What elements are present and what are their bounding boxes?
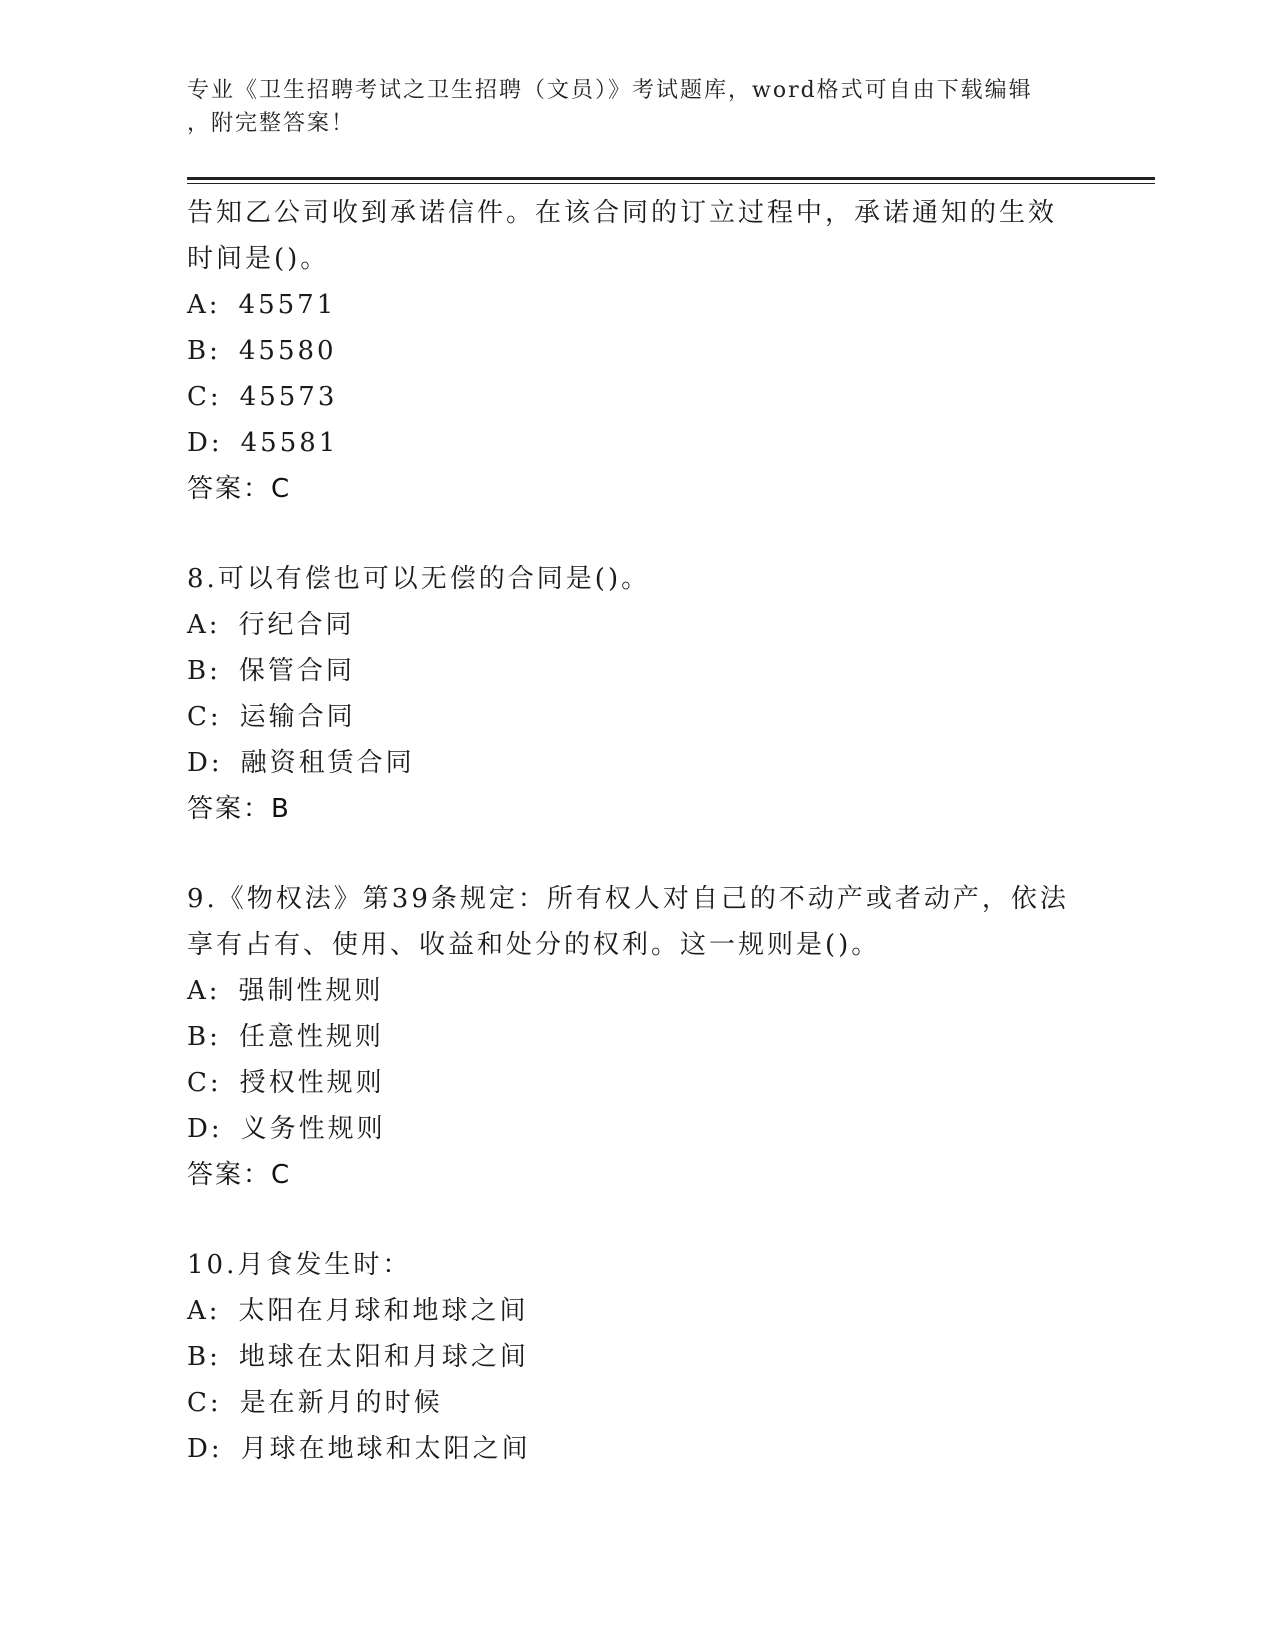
option-d (187, 420, 1107, 466)
option-a (187, 968, 1107, 1014)
option-letter: C: (187, 1388, 222, 1418)
question-stem-line: 时间是()。 (187, 244, 330, 274)
option-text: 45571 (238, 290, 337, 320)
answer-line: 答案：C (187, 1160, 292, 1190)
option-text: 行纪合同 (238, 610, 355, 640)
option-c (187, 1060, 1107, 1106)
option-text: 45581 (240, 428, 339, 458)
option-letter: D: (187, 748, 223, 778)
option-c (187, 374, 1107, 420)
question-spacer (187, 1198, 1107, 1242)
option-letter: C: (187, 382, 222, 412)
option-letter: C: (187, 702, 222, 732)
question-7 (187, 190, 1107, 512)
option-text: 45573 (239, 382, 338, 412)
option-text: 运输合同 (239, 702, 356, 732)
option-b (187, 1334, 1107, 1380)
option-text: 太阳在月球和地球之间 (238, 1296, 529, 1326)
question-stem-line: 8.可以有偿也可以无偿的合同是()。 (187, 564, 651, 594)
option-b (187, 328, 1107, 374)
option-letter: A: (187, 610, 221, 640)
option-text: 强制性规则 (238, 976, 384, 1006)
option-c (187, 1380, 1107, 1426)
option-a (187, 282, 1107, 328)
option-letter: A: (187, 290, 221, 320)
question-stem-line: 9.《物权法》第39条规定：所有权人对自己的不动产或者动产，依法 (187, 884, 1069, 914)
answer-line: 答案：B (187, 794, 291, 824)
option-b (187, 648, 1107, 694)
option-a (187, 602, 1107, 648)
option-text: 授权性规则 (239, 1068, 385, 1098)
option-letter: D: (187, 428, 223, 458)
option-text: 任意性规则 (238, 1022, 384, 1052)
option-text: 融资租赁合同 (240, 748, 415, 778)
answer-line: 答案：C (187, 474, 292, 504)
question-9 (187, 876, 1107, 1198)
option-text: 45580 (238, 336, 337, 366)
option-letter: B: (187, 656, 221, 686)
option-letter: B: (187, 1022, 221, 1052)
option-text: 地球在太阳和月球之间 (238, 1342, 529, 1372)
question-spacer (187, 832, 1107, 876)
option-d (187, 1426, 1107, 1472)
question-stem-line: 享有占有、使用、收益和处分的权利。这一规则是()。 (187, 930, 881, 960)
option-c (187, 694, 1107, 740)
header-title-line2: ，附完整答案！ (187, 111, 356, 136)
question-spacer (187, 512, 1107, 556)
option-text: 月球在地球和太阳之间 (240, 1434, 531, 1464)
header-divider-thick (187, 177, 1155, 180)
question-8 (187, 556, 1107, 832)
header-divider-thin (187, 183, 1155, 184)
option-letter: A: (187, 1296, 221, 1326)
option-text: 义务性规则 (240, 1114, 386, 1144)
question-stem-line: 告知乙公司收到承诺信件。在该合同的订立过程中，承诺通知的生效 (187, 198, 1058, 228)
header-title-line1: 专业《卫生招聘考试之卫生招聘（文员）》考试题库，word格式可自由下载编辑 (187, 78, 1033, 103)
question-10 (187, 1242, 1107, 1472)
option-letter: B: (187, 1342, 221, 1372)
option-letter: D: (187, 1434, 223, 1464)
option-letter: A: (187, 976, 221, 1006)
option-a (187, 1288, 1107, 1334)
option-letter: B: (187, 336, 221, 366)
option-letter: D: (187, 1114, 223, 1144)
option-d (187, 740, 1107, 786)
option-b (187, 1014, 1107, 1060)
option-letter: C: (187, 1068, 222, 1098)
option-d (187, 1106, 1107, 1152)
document-header (187, 74, 1067, 140)
question-list (187, 190, 1107, 1472)
question-stem-line: 10.月食发生时： (187, 1250, 412, 1280)
option-text: 是在新月的时候 (239, 1388, 443, 1418)
option-text: 保管合同 (238, 656, 355, 686)
